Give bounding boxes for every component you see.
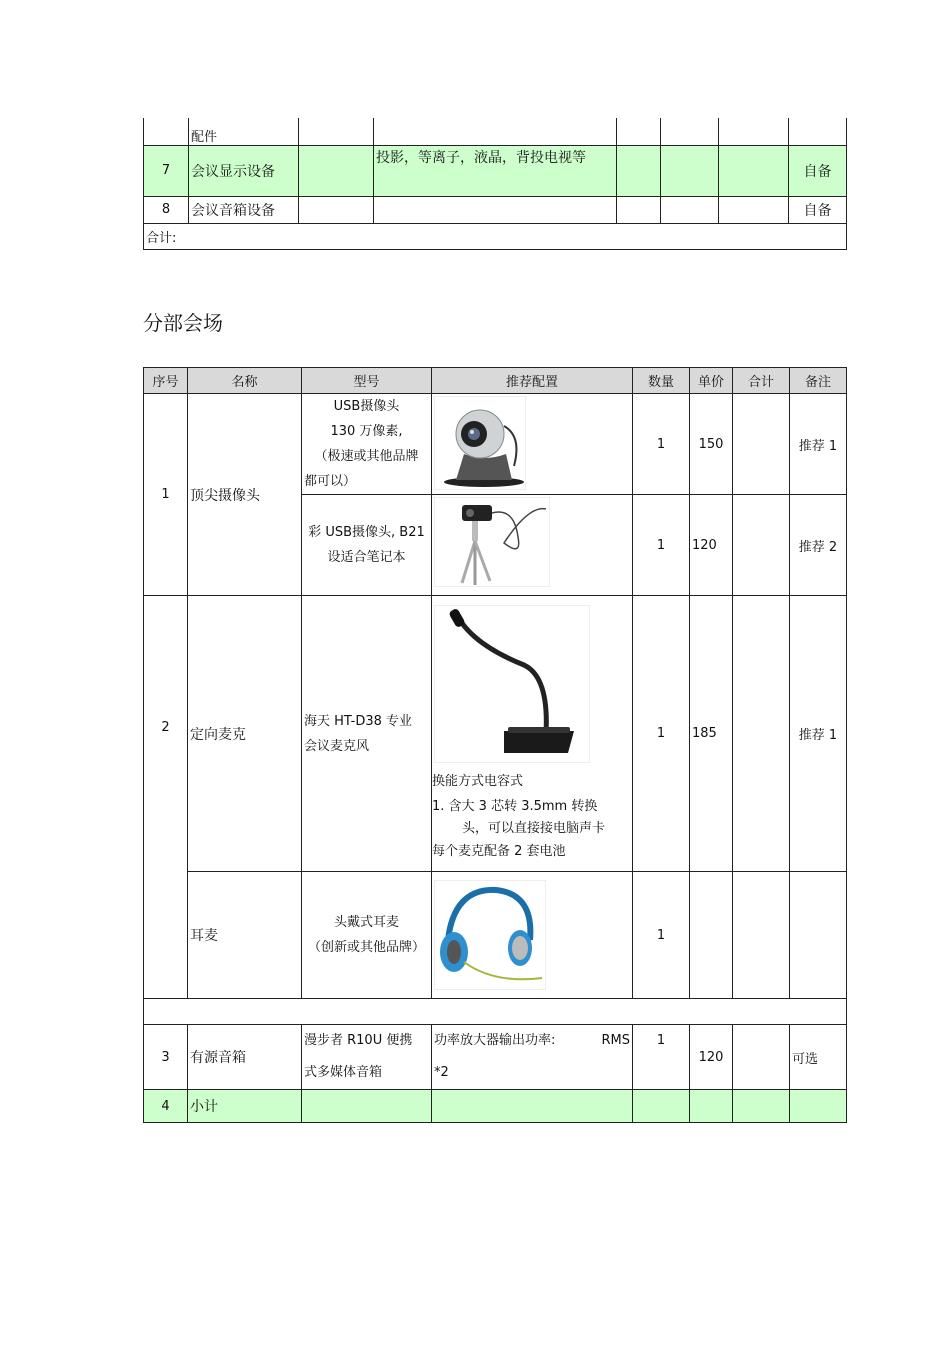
item-quantity: 1 [633, 596, 690, 872]
item-quantity: 1 [633, 495, 690, 596]
top-equipment-table [143, 118, 847, 250]
item-model: 彩 USB摄像头, B21 设适合笔记本 [302, 495, 432, 596]
item-note: 可选 [790, 1025, 847, 1090]
header-note: 备注 [790, 368, 847, 394]
config-line: *2 [434, 1065, 449, 1080]
item-model: 漫步者 R10U 便携 式多媒体音箱 [302, 1025, 432, 1090]
item-unit-price: 120 [690, 1025, 733, 1090]
config-line: 换能方式电容式 [432, 774, 524, 789]
config-line: 1. 含大 3 芯转 3.5mm 转换 [432, 799, 598, 814]
item-name: 顶尖摄像头 [188, 394, 302, 596]
tripod-webcam-image [434, 497, 550, 587]
item-quantity: 1 [633, 394, 690, 495]
item-name: 会议音箱设备 [189, 196, 299, 223]
table-row [144, 872, 847, 999]
header-quantity: 数量 [633, 368, 690, 394]
item-config [432, 596, 633, 872]
item-note: 推荐 1 [790, 394, 847, 495]
item-note: 推荐 2 [790, 495, 847, 596]
item-config: 投影，等离子，液晶，背投电视等 [374, 145, 617, 196]
table-row [144, 145, 847, 196]
item-model: 头戴式耳麦 （创新或其他品牌） [302, 872, 432, 999]
item-unit-price: 150 [690, 394, 733, 495]
item-model: 海天 HT-D38 专业 会议麦克风 [302, 596, 432, 872]
headset-image [434, 880, 546, 990]
table-row [144, 596, 847, 872]
item-name: 会议显示设备 [189, 145, 299, 196]
subtotal-row [144, 1090, 847, 1123]
row-index: 7 [144, 145, 189, 196]
header-config: 推荐配置 [432, 368, 633, 394]
row-index [144, 118, 189, 145]
config-line: RMS [601, 1033, 630, 1048]
subtotal-label: 小计 [188, 1090, 302, 1123]
table-row [144, 394, 847, 495]
config-line: 每个麦克配备 2 套电池 [432, 844, 566, 859]
branch-venue-table [143, 367, 847, 1123]
header-unit-price: 单价 [690, 368, 733, 394]
item-note: 推荐 1 [790, 596, 847, 872]
row-index: 8 [144, 196, 189, 223]
item-name: 配件 [189, 118, 299, 145]
item-unit-price: 185 [690, 596, 733, 872]
header-index: 序号 [144, 368, 188, 394]
row-index: 2 [144, 596, 188, 999]
item-name: 耳麦 [188, 872, 302, 999]
config-line: 功率放大器输出功率: [434, 1033, 556, 1048]
header-total: 合计 [733, 368, 790, 394]
item-config [432, 394, 633, 495]
item-config [432, 1025, 633, 1090]
item-name: 定向麦克 [188, 596, 302, 872]
item-model: USB摄像头 130 万像素, （极速或其他品牌 都可以） [302, 394, 432, 495]
webcam-image [434, 396, 526, 490]
table-row [144, 1025, 847, 1090]
item-config [432, 872, 633, 999]
item-quantity: 1 [633, 872, 690, 999]
row-index: 4 [144, 1090, 188, 1123]
table-row [144, 196, 847, 223]
item-name: 有源音箱 [188, 1025, 302, 1090]
item-note: 自备 [789, 145, 847, 196]
header-model: 型号 [302, 368, 432, 394]
item-quantity: 1 [633, 1025, 690, 1090]
item-config [432, 495, 633, 596]
item-note: 自备 [789, 196, 847, 223]
header-name: 名称 [188, 368, 302, 394]
config-line: 头，可以直接接电脑声卡 [462, 821, 606, 836]
row-index: 1 [144, 394, 188, 596]
row-index: 3 [144, 1025, 188, 1090]
item-unit-price: 120 [690, 495, 733, 596]
total-label: 合计: [144, 223, 847, 249]
gooseneck-microphone-image [434, 605, 590, 763]
table-header-row [144, 368, 847, 394]
section-title: 分部会场 [143, 311, 223, 335]
